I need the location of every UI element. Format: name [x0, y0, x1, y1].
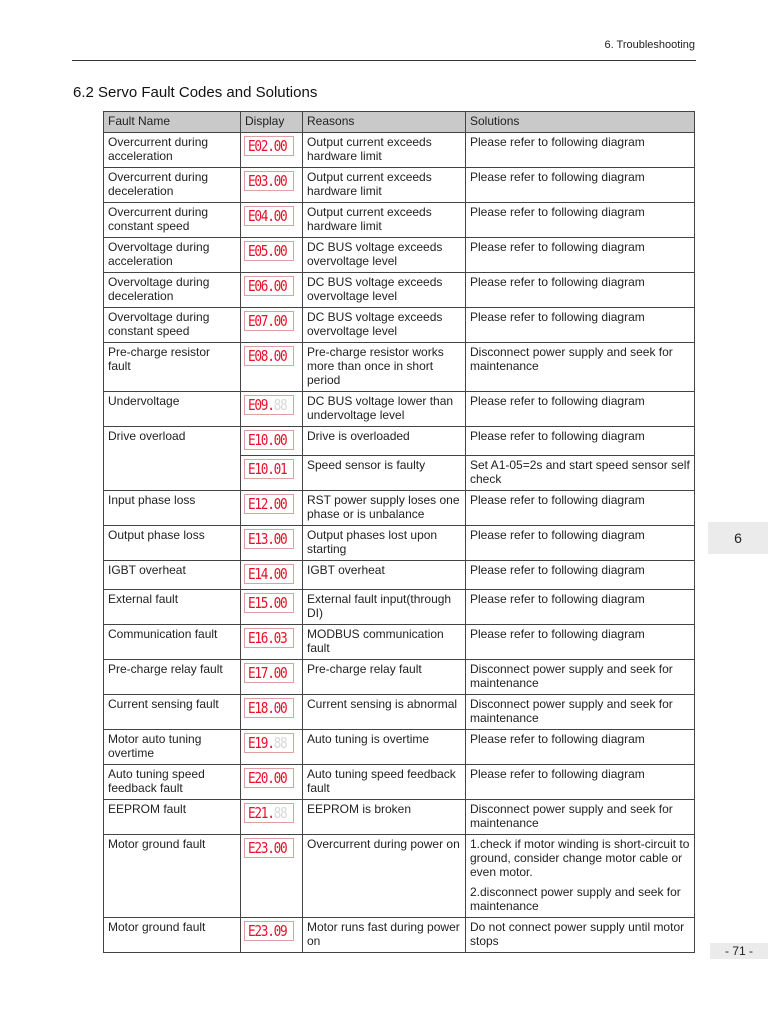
display-cell [241, 133, 303, 168]
fault-name-cell: Overcurrent during deceleration [104, 168, 241, 203]
solution-text: Please refer to following diagram [470, 528, 645, 542]
solution-cell [466, 765, 695, 800]
fault-code-text: E23.09 [248, 922, 287, 940]
unlit-segments: 88 [273, 734, 287, 752]
table-row [104, 561, 695, 590]
seven-segment-display [244, 733, 294, 753]
fault-code-text: E23.00 [248, 839, 287, 857]
table-row [104, 133, 695, 168]
display-cell [241, 308, 303, 343]
fault-code-text: E05.00 [248, 242, 287, 260]
solution-text: Please refer to following diagram [470, 429, 645, 443]
solution-cell [466, 526, 695, 561]
column-header-reasons: Reasons [303, 112, 466, 133]
fault-code-readout [248, 594, 286, 613]
seven-segment-display [244, 136, 294, 156]
solution-text: Please refer to following diagram [470, 732, 645, 746]
fault-code-text: E06.00 [248, 277, 287, 295]
fault-code-readout [248, 699, 286, 718]
solution-text: Disconnect power supply and seek for maintenance [470, 697, 673, 725]
table-row [104, 273, 695, 308]
display-cell [241, 660, 303, 695]
fault-code-text: E07.00 [248, 312, 287, 330]
display-cell [241, 238, 303, 273]
seven-segment-display [244, 241, 294, 261]
seven-segment-display [244, 311, 294, 331]
display-cell [241, 730, 303, 765]
seven-segment-display [244, 698, 294, 718]
fault-name-cell: Motor ground fault [104, 835, 241, 918]
fault-code-readout [248, 277, 286, 296]
reason-cell: Pre-charge relay fault [303, 660, 466, 695]
fault-code-readout [248, 347, 286, 366]
reason-cell: Output current exceeds hardware limit [303, 168, 466, 203]
solution-text: Please refer to following diagram [470, 310, 645, 324]
reason-cell: Output current exceeds hardware limit [303, 203, 466, 238]
display-cell [241, 203, 303, 238]
fault-name-cell: Auto tuning speed feedback fault [104, 765, 241, 800]
solution-text: Please refer to following diagram [470, 627, 645, 641]
fault-code-text: E14.00 [248, 565, 287, 583]
reason-cell: IGBT overheat [303, 561, 466, 590]
fault-code-readout [248, 839, 286, 858]
fault-code-text: E18.00 [248, 699, 287, 717]
seven-segment-display [244, 494, 294, 514]
reason-cell: Pre-charge resistor works more than once in short period [303, 343, 466, 392]
table-row [104, 800, 695, 835]
solution-cell [466, 730, 695, 765]
seven-segment-display [244, 921, 294, 941]
solution-cell [466, 835, 695, 918]
fault-code-readout [248, 172, 286, 191]
seven-segment-display [244, 529, 294, 549]
seven-segment-display [244, 768, 294, 788]
solution-text: Disconnect power supply and seek for maintenance [470, 662, 673, 690]
seven-segment-display [244, 206, 294, 226]
fault-code-text: E02.00 [248, 137, 287, 155]
solution-text: Please refer to following diagram [470, 240, 645, 254]
display-cell [241, 273, 303, 308]
seven-segment-display [244, 430, 294, 450]
table-row [104, 168, 695, 203]
solution-text: 1.check if motor winding is short-circuit to ground, consider change motor cable or even motor. [470, 837, 690, 879]
fault-code-readout [248, 207, 286, 226]
seven-segment-display [244, 803, 294, 823]
seven-segment-display [244, 838, 294, 858]
solution-text: Please refer to following diagram [470, 563, 645, 577]
solution-cell [466, 273, 695, 308]
fault-code-text: E17.00 [248, 664, 287, 682]
solution-cell [466, 590, 695, 625]
page-number: - 71 - [710, 943, 768, 959]
reason-cell: Auto tuning is overtime [303, 730, 466, 765]
fault-code-text: E12.00 [248, 495, 287, 513]
fault-code-text: E04.00 [248, 207, 287, 225]
seven-segment-display [244, 395, 294, 415]
reason-cell: Overcurrent during power on [303, 835, 466, 918]
fault-code-text: E10.01 [248, 460, 287, 478]
fault-name-cell: Motor ground fault [104, 918, 241, 953]
solution-text: Disconnect power supply and seek for maintenance [470, 802, 673, 830]
seven-segment-display [244, 593, 294, 613]
display-cell [241, 835, 303, 918]
chapter-side-tab: 6 [708, 522, 768, 554]
reason-cell: Drive is overloaded [303, 427, 466, 456]
fault-code-readout [248, 431, 286, 450]
solution-text: Please refer to following diagram [470, 170, 645, 184]
fault-code-readout [248, 629, 286, 648]
solution-cell [466, 238, 695, 273]
seven-segment-display [244, 459, 294, 479]
display-cell [241, 918, 303, 953]
fault-name-cell: Pre-charge relay fault [104, 660, 241, 695]
header-rule [72, 60, 696, 61]
fault-code-text: E10.00 [248, 431, 287, 449]
solution-cell [466, 625, 695, 660]
solution-cell [466, 427, 695, 456]
unlit-segments: 88 [273, 396, 287, 414]
solution-cell [466, 800, 695, 835]
fault-code-text: E13.00 [248, 530, 287, 548]
solution-cell [466, 203, 695, 238]
reason-cell: EEPROM is broken [303, 800, 466, 835]
fault-code-readout [248, 769, 286, 788]
display-cell [241, 491, 303, 526]
display-cell [241, 168, 303, 203]
fault-code-table [103, 111, 695, 953]
seven-segment-display [244, 628, 294, 648]
solution-text: Please refer to following diagram [470, 394, 645, 408]
display-cell [241, 695, 303, 730]
display-cell [241, 392, 303, 427]
reason-cell: Speed sensor is faulty [303, 456, 466, 491]
table-row [104, 918, 695, 953]
fault-name-cell: Overcurrent during acceleration [104, 133, 241, 168]
reason-cell: Output current exceeds hardware limit [303, 133, 466, 168]
solution-text: Set A1-05=2s and start speed sensor self check [470, 458, 690, 486]
column-header-display: Display [241, 112, 303, 133]
display-cell [241, 561, 303, 590]
fault-code-text: E03.00 [248, 172, 287, 190]
seven-segment-display [244, 564, 294, 584]
fault-code-text: E21. [248, 804, 274, 822]
display-cell [241, 625, 303, 660]
fault-name-cell: Overvoltage during acceleration [104, 238, 241, 273]
display-cell [241, 590, 303, 625]
solution-cell [466, 456, 695, 491]
fault-code-readout [248, 460, 286, 479]
reason-cell: MODBUS communication fault [303, 625, 466, 660]
solution-cell [466, 660, 695, 695]
fault-code-readout [248, 312, 286, 331]
fault-code-text: E19. [248, 734, 274, 752]
fault-code-readout [248, 664, 286, 683]
fault-code-readout [248, 804, 286, 823]
solution-cell [466, 308, 695, 343]
fault-name-cell: Current sensing fault [104, 695, 241, 730]
table-row [104, 835, 695, 918]
fault-name-cell: Overvoltage during constant speed [104, 308, 241, 343]
solution-cell [466, 343, 695, 392]
seven-segment-display [244, 663, 294, 683]
table-row [104, 392, 695, 427]
fault-name-cell: Undervoltage [104, 392, 241, 427]
table-row [104, 308, 695, 343]
solution-cell [466, 392, 695, 427]
reason-cell: DC BUS voltage lower than undervoltage level [303, 392, 466, 427]
solution-text: Please refer to following diagram [470, 275, 645, 289]
solution-cell [466, 561, 695, 590]
solution-text: Please refer to following diagram [470, 135, 645, 149]
fault-code-text: E20.00 [248, 769, 287, 787]
fault-name-cell: EEPROM fault [104, 800, 241, 835]
solution-cell [466, 168, 695, 203]
fault-name-cell: Communication fault [104, 625, 241, 660]
solution-cell [466, 133, 695, 168]
fault-code-readout [248, 565, 286, 584]
table-row [104, 203, 695, 238]
table-header-row [104, 112, 695, 133]
solution-text: Please refer to following diagram [470, 592, 645, 606]
solution-cell [466, 918, 695, 953]
reason-cell: DC BUS voltage exceeds overvoltage level [303, 308, 466, 343]
reason-cell: External fault input(through DI) [303, 590, 466, 625]
display-cell [241, 765, 303, 800]
reason-cell: Motor runs fast during power on [303, 918, 466, 953]
table-row [104, 730, 695, 765]
fault-name-cell: Overvoltage during deceleration [104, 273, 241, 308]
fault-code-readout [248, 396, 286, 415]
table-row [104, 491, 695, 526]
fault-name-cell: External fault [104, 590, 241, 625]
fault-code-readout [248, 495, 286, 514]
solution-text: Do not connect power supply until motor stops [470, 920, 685, 948]
solution-text: 2.disconnect power supply and seek for maintenance [470, 885, 681, 913]
table-row [104, 660, 695, 695]
table-row [104, 695, 695, 730]
table-row [104, 765, 695, 800]
fault-name-cell: Drive overload [104, 427, 241, 491]
fault-code-text: E08.00 [248, 347, 287, 365]
fault-code-readout [248, 530, 286, 549]
seven-segment-display [244, 171, 294, 191]
reason-cell: Output phases lost upon starting [303, 526, 466, 561]
fault-name-cell: Pre-charge resistor fault [104, 343, 241, 392]
fault-code-readout [248, 922, 286, 941]
column-header-fault-name: Fault Name [104, 112, 241, 133]
fault-name-cell: Overcurrent during constant speed [104, 203, 241, 238]
fault-name-cell: Motor auto tuning overtime [104, 730, 241, 765]
table-row [104, 625, 695, 660]
column-header-solutions: Solutions [466, 112, 695, 133]
fault-code-text: E16.03 [248, 629, 287, 647]
reason-cell: DC BUS voltage exceeds overvoltage level [303, 238, 466, 273]
seven-segment-display [244, 346, 294, 366]
fault-code-text: E09. [248, 396, 274, 414]
reason-cell: DC BUS voltage exceeds overvoltage level [303, 273, 466, 308]
fault-code-readout [248, 734, 286, 753]
unlit-segments: 88 [273, 804, 287, 822]
table-row [104, 238, 695, 273]
solution-cell [466, 491, 695, 526]
solution-cell [466, 695, 695, 730]
running-header: 6. Troubleshooting [604, 39, 695, 51]
table-row [104, 427, 695, 456]
fault-table-body [104, 133, 695, 953]
solution-text: Please refer to following diagram [470, 493, 645, 507]
reason-cell: Auto tuning speed feedback fault [303, 765, 466, 800]
fault-name-cell: Input phase loss [104, 491, 241, 526]
seven-segment-display [244, 276, 294, 296]
solution-text: Disconnect power supply and seek for maintenance [470, 345, 673, 373]
solution-text: Please refer to following diagram [470, 767, 645, 781]
table-row [104, 526, 695, 561]
display-cell [241, 526, 303, 561]
solution-text: Please refer to following diagram [470, 205, 645, 219]
section-title: 6.2 Servo Fault Codes and Solutions [73, 84, 318, 101]
display-cell [241, 800, 303, 835]
display-cell [241, 343, 303, 392]
fault-code-text: E15.00 [248, 594, 287, 612]
fault-name-cell: IGBT overheat [104, 561, 241, 590]
table-row [104, 343, 695, 392]
fault-name-cell: Output phase loss [104, 526, 241, 561]
reason-cell: Current sensing is abnormal [303, 695, 466, 730]
reason-cell: RST power supply loses one phase or is unbalance [303, 491, 466, 526]
display-cell [241, 456, 303, 491]
fault-code-readout [248, 242, 286, 261]
fault-code-readout [248, 137, 286, 156]
display-cell [241, 427, 303, 456]
table-row [104, 590, 695, 625]
